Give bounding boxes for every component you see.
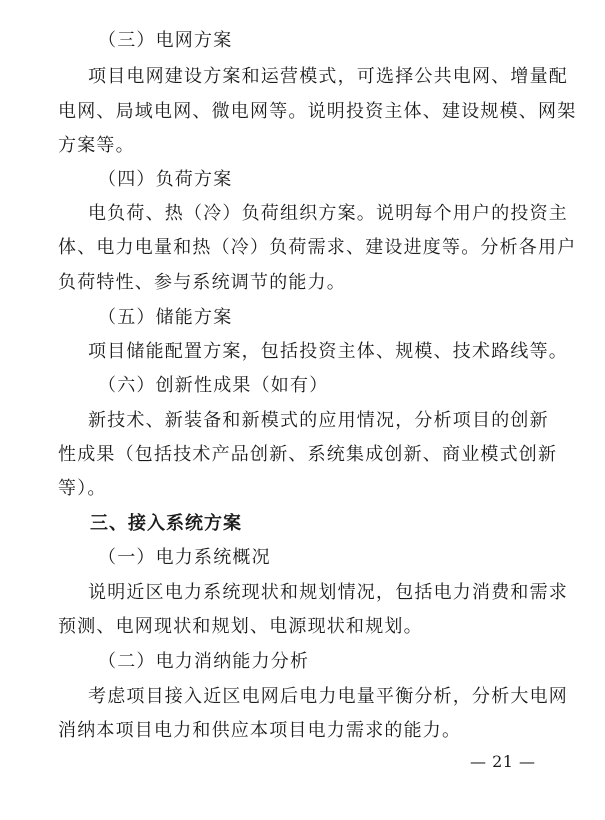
paragraph-line: 预测、电网现状和规划、电源现状和规划。 [58,616,423,637]
paragraph-line: 性成果（包括技术产品创新、系统集成创新、商业模式创新 [58,444,558,465]
paragraph-line: 说明近区电力系统现状和规划情况，包括电力消费和需求 [88,582,568,603]
section-heading-storage-plan: （五）储能方案 [98,307,233,328]
paragraph-line: 等）。 [58,478,107,499]
section-heading-absorption-analysis: （二）电力消纳能力分析 [98,651,310,672]
section-heading-power-system-overview: （一）电力系统概况 [98,547,271,568]
paragraph-line: 体、电力电量和热（冷）负荷需求、建设进度等。分析各用户 [58,237,577,258]
section-heading-grid-plan: （三）电网方案 [98,30,233,51]
paragraph-line: 电网、局域电网、微电网等。说明投资主体、建设规模、网架 [58,101,577,122]
paragraph-line: 新技术、新装备和新模式的应用情况，分析项目的创新 [88,410,549,431]
paragraph-line: 考虑项目接入近区电网后电力电量平衡分析，分析大电网 [88,686,568,707]
main-heading-grid-connection: 三、接入系统方案 [90,513,242,534]
page-number: — 21 — [470,752,536,771]
section-heading-innovation: （六）创新性成果（如有） [98,375,329,396]
paragraph-line: 电负荷、热（冷）负荷组织方案。说明每个用户的投资主 [88,203,568,224]
paragraph-line: 项目储能配置方案，包括投资主体、规模、技术路线等。 [88,341,568,362]
section-heading-load-plan: （四）负荷方案 [98,169,233,190]
paragraph-line: 方案等。 [58,135,135,156]
paragraph-line: 项目电网建设方案和运营模式，可选择公共电网、增量配 [88,66,568,87]
paragraph-line: 消纳本项目电力和供应本项目电力需求的能力。 [58,720,462,741]
paragraph-line: 负荷特性、参与系统调节的能力。 [58,272,346,293]
